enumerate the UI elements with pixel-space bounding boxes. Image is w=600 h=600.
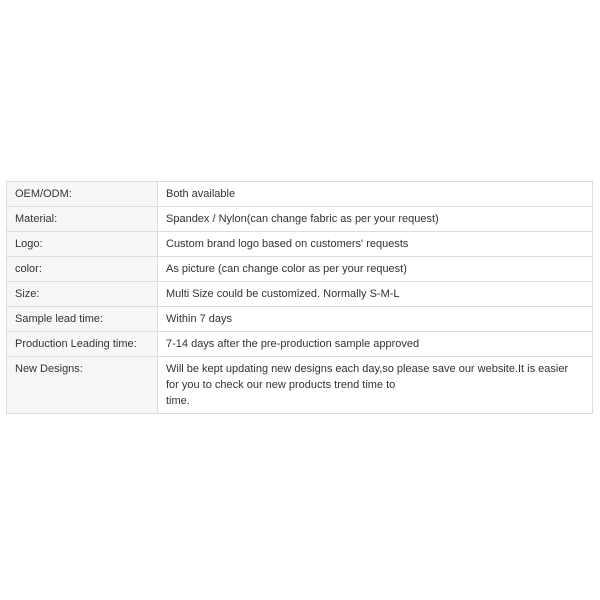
spec-row-size [7, 282, 593, 307]
spec-value: Multi Size could be customized. Normally S-M-L [158, 282, 593, 307]
spec-value: 7-14 days after the pre-production sample approved [158, 332, 593, 357]
spec-label: Production Leading time: [7, 332, 158, 357]
product-spec-table [6, 181, 593, 414]
spec-row-new-designs [7, 357, 593, 414]
spec-label: Size: [7, 282, 158, 307]
spec-row-logo [7, 232, 593, 257]
spec-value [158, 357, 593, 414]
spec-row-oem-odm [7, 182, 593, 207]
spec-table-body [7, 182, 593, 414]
spec-value: Spandex / Nylon(can change fabric as per your request) [158, 207, 593, 232]
spec-row-sample-lead-time [7, 307, 593, 332]
spec-label: New Designs: [7, 357, 158, 414]
spec-row-material [7, 207, 593, 232]
spec-row-production-leading-time [7, 332, 593, 357]
spec-value-line: for you to check our new products trend time to [166, 379, 396, 391]
spec-label: Logo: [7, 232, 158, 257]
spec-value-line: time. [166, 395, 190, 407]
spec-value: Within 7 days [158, 307, 593, 332]
spec-label: Material: [7, 207, 158, 232]
spec-label: OEM/ODM: [7, 182, 158, 207]
spec-label: Sample lead time: [7, 307, 158, 332]
spec-row-color [7, 257, 593, 282]
spec-value: Both available [158, 182, 593, 207]
spec-value: As picture (can change color as per your request) [158, 257, 593, 282]
spec-value: Custom brand logo based on customers' requests [158, 232, 593, 257]
spec-value-line: Will be kept updating new designs each day,so please save our website.It is easier [166, 363, 569, 375]
spec-label: color: [7, 257, 158, 282]
